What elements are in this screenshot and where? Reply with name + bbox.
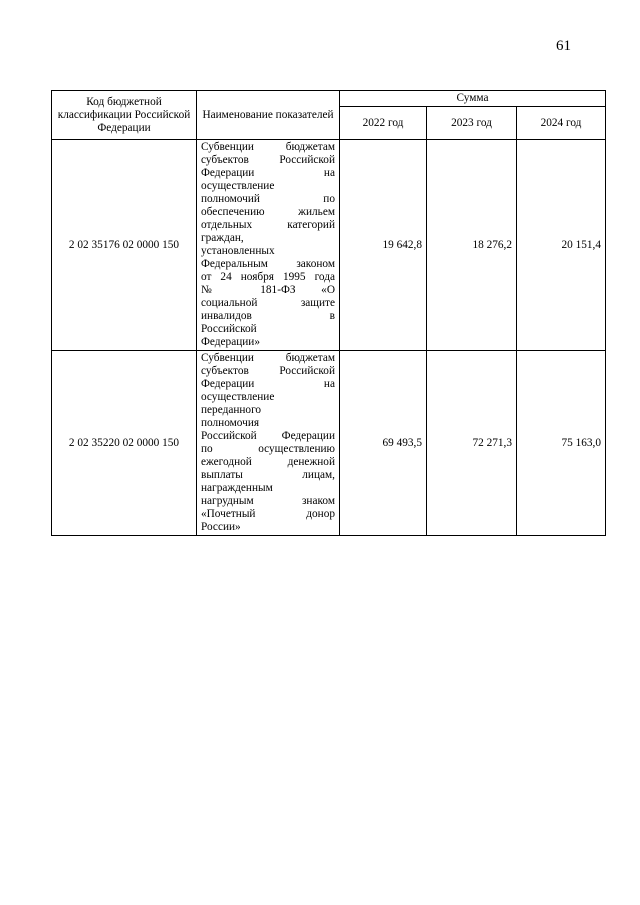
row-name-line: № 181-ФЗ «О bbox=[201, 284, 335, 296]
row-name-line: Федерации на bbox=[201, 378, 335, 390]
table-body bbox=[52, 140, 606, 536]
table-row bbox=[52, 140, 606, 351]
row-name-line: отдельных категорий bbox=[201, 219, 335, 231]
row-value-2022: 69 493,5 bbox=[340, 351, 427, 536]
row-name-line: граждан, bbox=[201, 232, 244, 244]
row-name-line: Субвенции бюджетам bbox=[201, 141, 335, 153]
row-value-2024: 75 163,0 bbox=[517, 351, 606, 536]
row-name-line: инвалидов в bbox=[201, 310, 335, 322]
row-name-line: Субвенции бюджетам bbox=[201, 352, 335, 364]
row-name-line: осуществление bbox=[201, 391, 275, 403]
row-name-line: субъектов Российской bbox=[201, 365, 335, 377]
row-name-line: социальной защите bbox=[201, 297, 335, 309]
row-code: 2 02 35220 02 0000 150 bbox=[52, 351, 197, 536]
header-code: Код бюджетной классификации Российской Федерации bbox=[52, 91, 197, 140]
row-code: 2 02 35176 02 0000 150 bbox=[52, 140, 197, 351]
row-value-2024: 20 151,4 bbox=[517, 140, 606, 351]
row-name-line: Федеральным законом bbox=[201, 258, 335, 270]
row-name-line: награжденным bbox=[201, 482, 273, 494]
row-name-line: полномочий по bbox=[201, 193, 335, 205]
row-value-2023: 18 276,2 bbox=[427, 140, 517, 351]
row-value-2022: 19 642,8 bbox=[340, 140, 427, 351]
row-name-line: по осуществлению bbox=[201, 443, 335, 455]
row-name bbox=[197, 140, 340, 351]
header-name: Наименование показателей bbox=[197, 91, 340, 140]
row-name-line: выплаты лицам, bbox=[201, 469, 335, 481]
row-name-line: обеспечению жильем bbox=[201, 206, 335, 218]
row-name-line: полномочия bbox=[201, 417, 260, 429]
budget-table bbox=[51, 90, 606, 536]
row-name-line: осуществление bbox=[201, 180, 275, 192]
header-year-2024: 2024 год bbox=[517, 107, 606, 140]
row-name-line: Российской bbox=[201, 323, 257, 335]
row-name-line: Федерации на bbox=[201, 167, 335, 179]
row-name-line: ежегодной денежной bbox=[201, 456, 335, 468]
row-name-line: субъектов Российской bbox=[201, 154, 335, 166]
row-name-line: Федерации» bbox=[201, 336, 260, 348]
page-number: 61 bbox=[556, 38, 571, 54]
table-row bbox=[52, 351, 606, 536]
row-name-line: России» bbox=[201, 521, 241, 533]
header-year-2023: 2023 год bbox=[427, 107, 517, 140]
row-name-line: нагрудным знаком bbox=[201, 495, 335, 507]
row-name-line: установленных bbox=[201, 245, 275, 257]
row-value-2023: 72 271,3 bbox=[427, 351, 517, 536]
row-name-line: «Почетный донор bbox=[201, 508, 335, 520]
header-sum: Сумма bbox=[340, 91, 606, 107]
row-name bbox=[197, 351, 340, 536]
row-name-line: переданного bbox=[201, 404, 262, 416]
row-name-line: от 24 ноября 1995 года bbox=[201, 271, 335, 283]
header-year-2022: 2022 год bbox=[340, 107, 427, 140]
row-name-line: Российской Федерации bbox=[201, 430, 335, 442]
